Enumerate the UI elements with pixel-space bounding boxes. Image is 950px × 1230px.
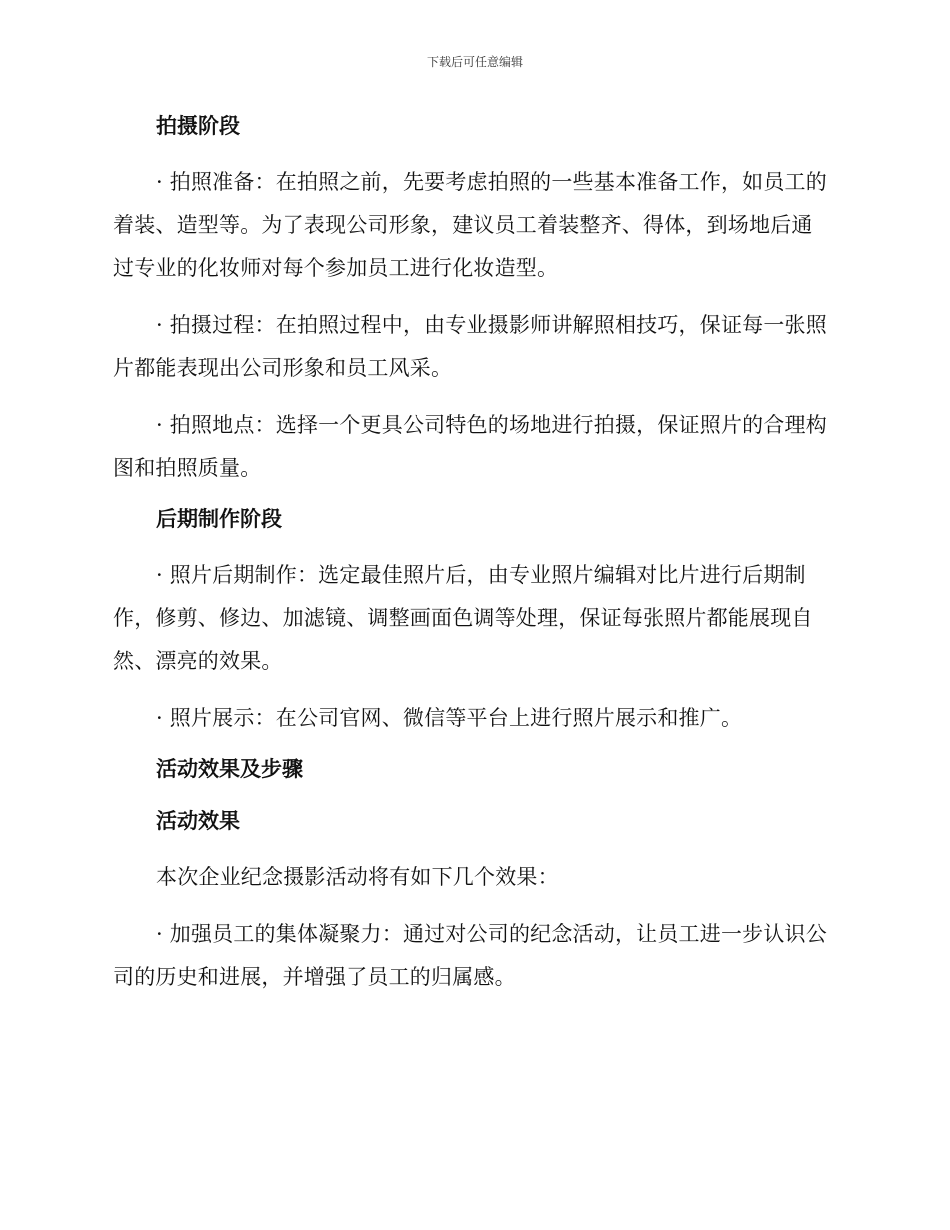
spacer (113, 290, 829, 304)
paragraph-shooting-process: · 拍摄过程：在拍照过程中，由专业摄影师讲解照相技巧，保证每一张照片都能表现出公司形象和员工风采。 (113, 313, 827, 380)
section-title-shooting: 拍摄阶段 (156, 114, 240, 138)
section-title-effects: 活动效果 (156, 809, 240, 833)
paragraph-effects-intro: 本次企业纪念摄影活动将有如下几个效果： (156, 865, 559, 889)
spacer (113, 490, 829, 502)
paragraph-photo-preparation: · 拍照准备：在拍照之前，先要考虑拍照的一些基本准备工作，如员工的着装、造型等。为了表现公司形象，建议员工着装整齐、得体，到场地后通过专业的化妆师对每个参加员工进行化妆造型。 (113, 170, 827, 280)
spacer (113, 786, 829, 804)
spacer (113, 899, 829, 913)
document-content (113, 109, 829, 999)
spacer (113, 536, 829, 554)
paragraph-post-production: · 照片后期制作：选定最佳照片后，由专业照片编辑对比片进行后期制作，修剪、修边、加滤镜、调整画面色调等处理，保证每张照片都能展现自然、漂亮的效果。 (113, 563, 813, 673)
spacer (113, 683, 829, 697)
spacer (113, 740, 829, 752)
spacer (113, 143, 829, 161)
paragraph-photo-location: · 拍照地点：选择一个更具公司特色的场地进行拍摄，保证照片的合理构图和拍照质量。 (113, 413, 827, 480)
paragraph-photo-display: · 照片展示：在公司官网、微信等平台上进行照片展示和推广。 (156, 706, 743, 730)
header-note: 下载后可任意编辑 (426, 55, 523, 69)
section-title-effects-and-steps: 活动效果及步骤 (156, 757, 303, 781)
spacer (113, 838, 829, 856)
paragraph-team-cohesion: · 加强员工的集体凝聚力：通过对公司的纪念活动，让员工进一步认识公司的历史和进展，并增强了员工的归属感。 (113, 922, 827, 989)
spacer (113, 390, 829, 404)
section-title-post-production: 后期制作阶段 (156, 507, 282, 531)
